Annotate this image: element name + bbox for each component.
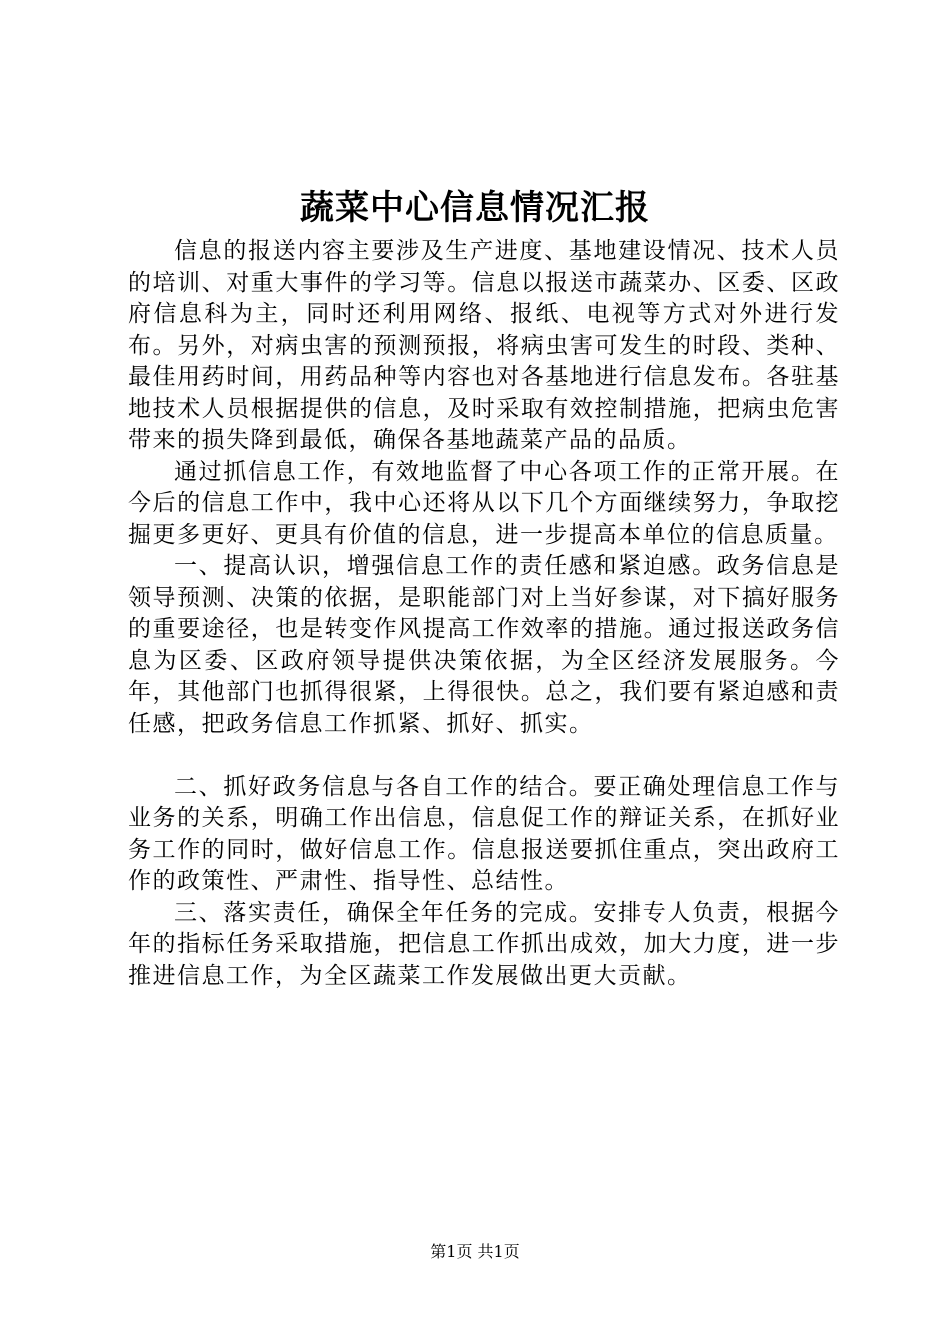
paragraph-3: 一、提高认识，增强信息工作的责任感和紧迫感。政务信息是领导预测、决策的依据，是职能部门对上当好参谋，对下搞好服务的重要途径，也是转变作风提高工作效率的措施。通过报送政务信息为区委、区政府领导提供决策依据，为全区经济发展服务。今年，其他部门也抓得很紧，上得很快。总之，我们要有紧迫感和责任感，把政务信息工作抓紧、抓好、抓实。 (128, 553, 840, 737)
paragraph-2: 通过抓信息工作，有效地监督了中心各项工作的正常开展。在今后的信息工作中，我中心还将从以下几个方面继续努力，争取挖掘更多更好、更具有价值的信息，进一步提高本单位的信息质量。 (128, 458, 840, 548)
paragraph-5: 三、落实责任，确保全年任务的完成。安排专人负责，根据今年的指标任务采取措施，把信息工作抓出成效，加大力度，进一步推进信息工作，为全区蔬菜工作发展做出更大贡献。 (128, 899, 840, 989)
paragraph-4: 二、抓好政务信息与各自工作的结合。要正确处理信息工作与业务的关系，明确工作出信息，信息促工作的辩证关系，在抓好业务工作的同时，做好信息工作。信息报送要抓住重点，突出政府工作的政策性、严肃性、指导性、总结性。 (128, 773, 840, 894)
document-body (128, 236, 840, 992)
page-number-footer: 第1页 共1页 (430, 1242, 520, 1261)
document-title: 蔬菜中心信息情况汇报 (300, 188, 650, 228)
paragraph-1: 信息的报送内容主要涉及生产进度、基地建设情况、技术人员的培训、对重大事件的学习等。信息以报送市蔬菜办、区委、区政府信息科为主，同时还利用网络、报纸、电视等方式对外进行发布。另外，对病虫害的预测预报，将病虫害可发生的时段、类种、最佳用药时间，用药品种等内容也对各基地进行信息发布。各驻基地技术人员根据提供的信息，及时采取有效控制措施，把病虫危害带来的损失降到最低，确保各基地蔬菜产品的品质。 (128, 238, 840, 453)
